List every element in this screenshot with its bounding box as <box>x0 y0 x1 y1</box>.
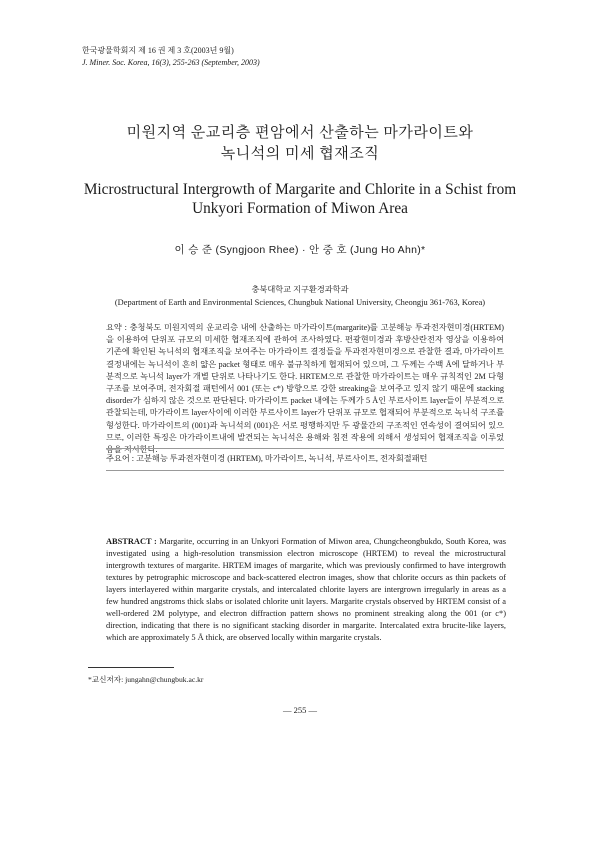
journal-header-korean: 한국광물학회지 제 16 권 제 3 호(2003년 9월) <box>82 46 234 55</box>
affiliation-english: (Department of Earth and Environmental Sciences, Chungbuk National University, Cheongju 361-763, Korea) <box>114 298 486 307</box>
english-abstract-label: ABSTRACT : <box>106 537 157 546</box>
korean-abstract-label: 요약 : <box>106 323 127 332</box>
korean-abstract <box>106 322 504 456</box>
korean-title-line-2: 녹니석의 미세 협재조직 <box>220 146 380 162</box>
divider <box>106 470 504 471</box>
korean-keywords-label: 주요어 : <box>106 454 135 463</box>
journal-header <box>82 45 260 69</box>
english-title <box>0 180 600 218</box>
korean-title-line-1: 미원지역 운교리층 편암에서 산출하는 마가라이트와 <box>126 125 474 141</box>
divider <box>106 448 504 449</box>
footnote-rule <box>88 667 174 668</box>
page-number: — 255 — <box>283 705 317 715</box>
journal-header-english: J. Miner. Soc. Korea, 16(3), 255-263 (September, 2003) <box>82 58 260 67</box>
english-title-line-2: Unkyori Formation of Miwon Area <box>192 200 408 217</box>
korean-keywords-text: 고분해능 투과전자현미경 (HRTEM), 마가라이트, 녹니석, 부르사이트, 전자회절패턴 <box>136 454 428 463</box>
korean-abstract-text: 충청북도 미원지역의 운교리층 내에 산출하는 마가라이트(margarite)를 고분해능 투과전자현미경(HRTEM)을 이용하여 단위포 규모의 미세한 협재조직에 관하여 조사하였다. 편광현미경과 후방산란전자 영상을 이용하여 기존에 확인된 녹니석의 협재조직을 보여주는 마가라이트 결정들을 투과전자현미경으로 관찰한 결과, 마가라이트 결정내에는 녹니석이 흔히 얇은 packet 형태로 매우 불규칙하게 협재되어 있으며, 그 두께는 수백 Å에 달하거나 부분적으로 녹니석 layer가 개별 단위로 나타나기도 한다. HRTEM으로 관찰한 마가라이트는 매우 규칙적인 2M 다형구조를 보여주며, 전자회절 패턴에서 001 (또는 c*) 방향으로 강한 streaking을 보여주고 있지 않기 때문에 stacking disorder가 심하지 않은 것으로 판단된다. 마가라이트 packet 내에는 두께가 5 Å인 부르사이트 layer들이 부분적으로 관찰되는데, 마가라이트 layer사이에 이러한 부르사이트 layer가 단위포 규모로 협재되어 부분적으로 녹니석 구조를 형성한다. 마가라이트의 (001)과 녹니석의 (001)은 서로 평행하지만 두 광물간의 구조적인 연속성이 결여되어 있으므로, 이러한 특징은 마가라이트내에 발견되는 녹니석은 용해와 침전 작용에 의해서 생성되어 협재조직을 이루었음을 지시한다. <box>106 323 504 455</box>
author-line: 이 승 준 (Syngjoon Rhee) · 안 중 호 (Jung Ho Ahn)* <box>174 244 426 256</box>
english-abstract-text: Margarite, occurring in an Unkyori Formation of Miwon area, Chungcheongbukdo, South Korea, was investigated using a high-resolution transmission electron microscope (HRTEM) to reveal the microstructural intergrowth textures of margarite. HRTEM images of margarite, which was previously confirmed to have intergrowth textures by petrographic microscope and back-scattered electron images, show that chlorite occurs as thin packets of layers interlayered within margarite crystals, and intercalated chlorite layers are intergrown irregularly in areas as a few hundred angstroms thick slabs or isolated chlorite unit layers. Margarite crystals observed by HRTEM consist of a well-ordered 2M polytype, and electron diffraction pattern shows no prominent streaking along the 001 (or c*) direction, indicating that there is no significant stacking disorder in margarite. Intercalated extra brucite-like layers, which are approximately 5 Å thick, are observed locally within margarite crystals. <box>106 537 506 642</box>
affiliation-korean: 충북대학교 지구환경과학과 <box>251 285 349 294</box>
korean-keywords <box>106 453 526 464</box>
english-abstract <box>106 536 506 644</box>
corresponding-author-footnote: *교신저자: jungahn@chungbuk.ac.kr <box>88 675 204 684</box>
english-title-line-1: Microstructural Intergrowth of Margarite and Chlorite in a Schist from <box>83 181 517 198</box>
korean-title <box>0 123 600 165</box>
